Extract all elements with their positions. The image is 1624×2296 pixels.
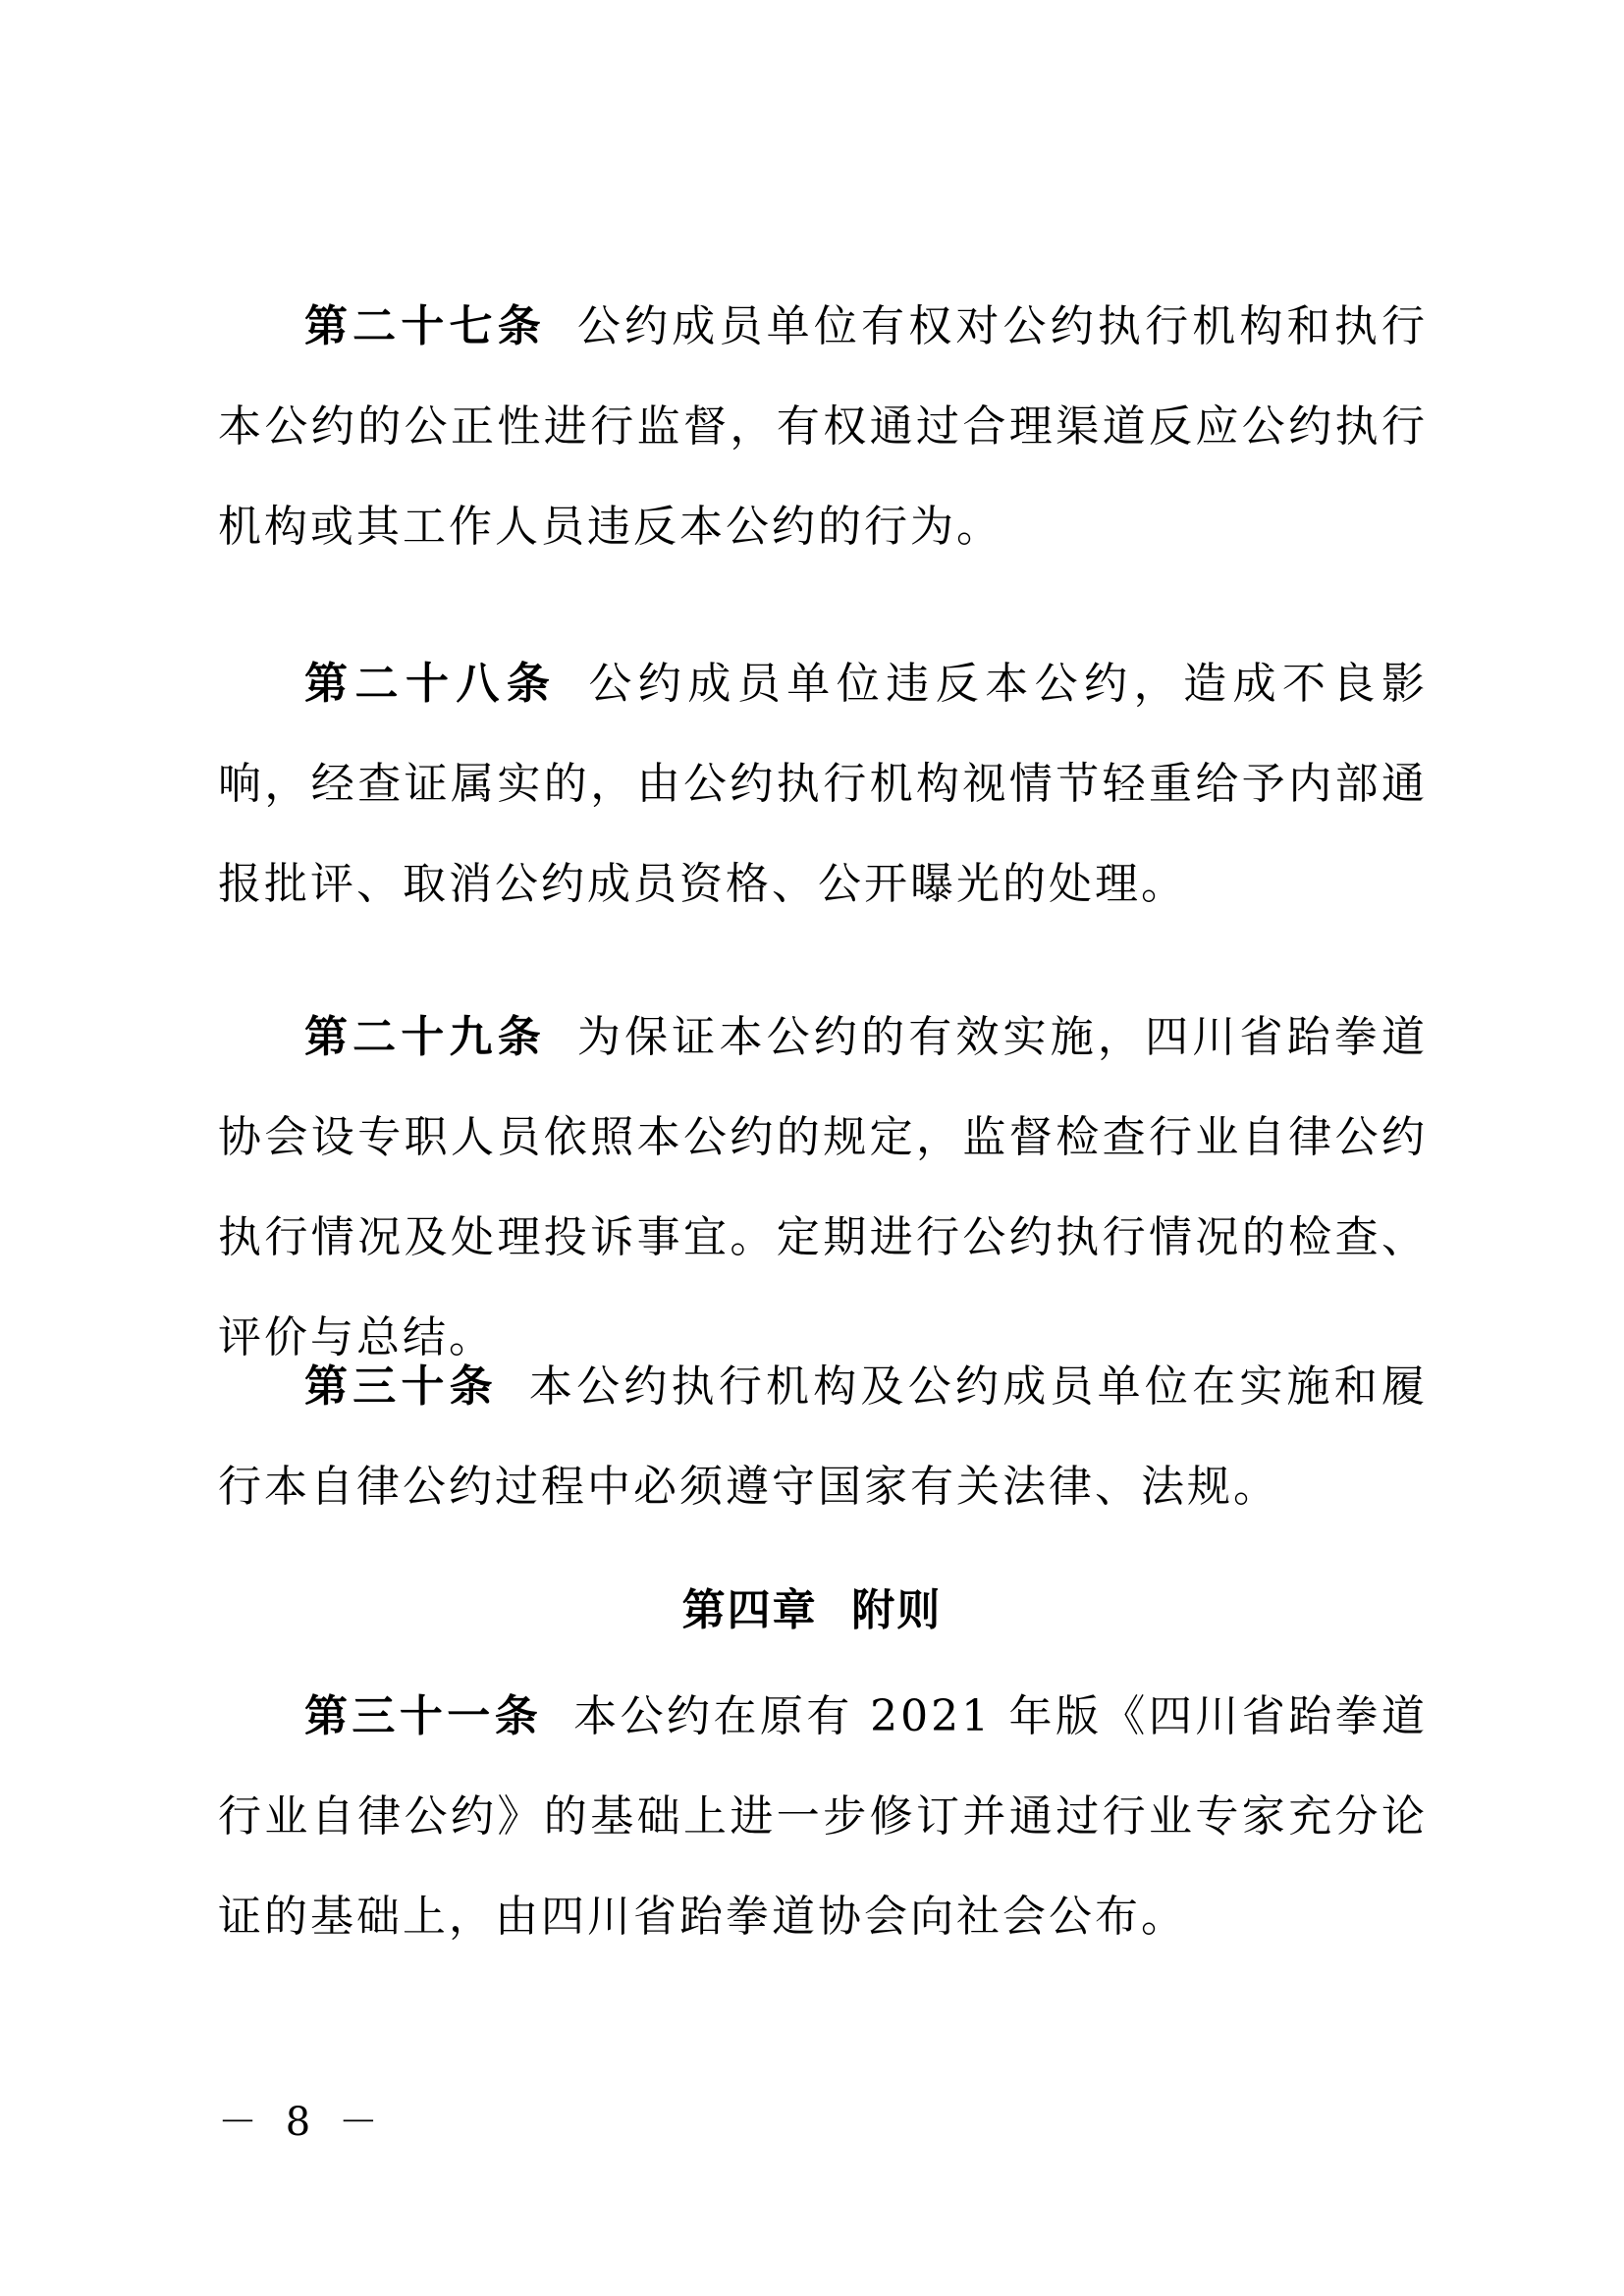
article-text: 本公约执行机构及公约成员单位在实施和履行本自律公约过程中必须遵守国家有关法律、法规。: [218, 1362, 1429, 1512]
article-number: 第二十七条: [304, 301, 546, 351]
article-text: 本公约在原有 2021 年版《四川省跆拳道行业自律公约》的基础上进一步修订并通过行业专家充分论证的基础上，由四川省跆拳道协会向社会公布。: [218, 1691, 1428, 1942]
article-number: 第二十八条: [304, 659, 558, 709]
article-27: [218, 277, 1428, 577]
article-31: [218, 1667, 1428, 1967]
chapter-title: 第四章 附则: [681, 1585, 943, 1635]
article-30: [218, 1337, 1428, 1537]
article-number: 第三十一条: [304, 1691, 543, 1741]
article-number: 第二十九条: [304, 1012, 546, 1062]
article-text: 公约成员单位违反本公约，造成不良影响，经查证属实的，由公约执行机构视情节轻重给予内部通报批评、取消公约成员资格、公开曝光的处理。: [218, 659, 1429, 909]
article-text: 为保证本公约的有效实施，四川省跆拳道协会设专职人员依照本公约的规定，监督检查行业自律公约执行情况及处理投诉事宜。定期进行公约执行情况的检查、评价与总结。: [218, 1012, 1429, 1362]
article-text: 公约成员单位有权对公约执行机构和执行本公约的公正性进行监督，有权通过合理渠道反应公约执行机构或其工作人员违反本公约的行为。: [218, 301, 1429, 552]
page-number: － 8 －: [218, 2100, 386, 2145]
article-28: [218, 634, 1428, 934]
article-number: 第三十条: [304, 1362, 498, 1412]
article-29: [218, 988, 1428, 1388]
